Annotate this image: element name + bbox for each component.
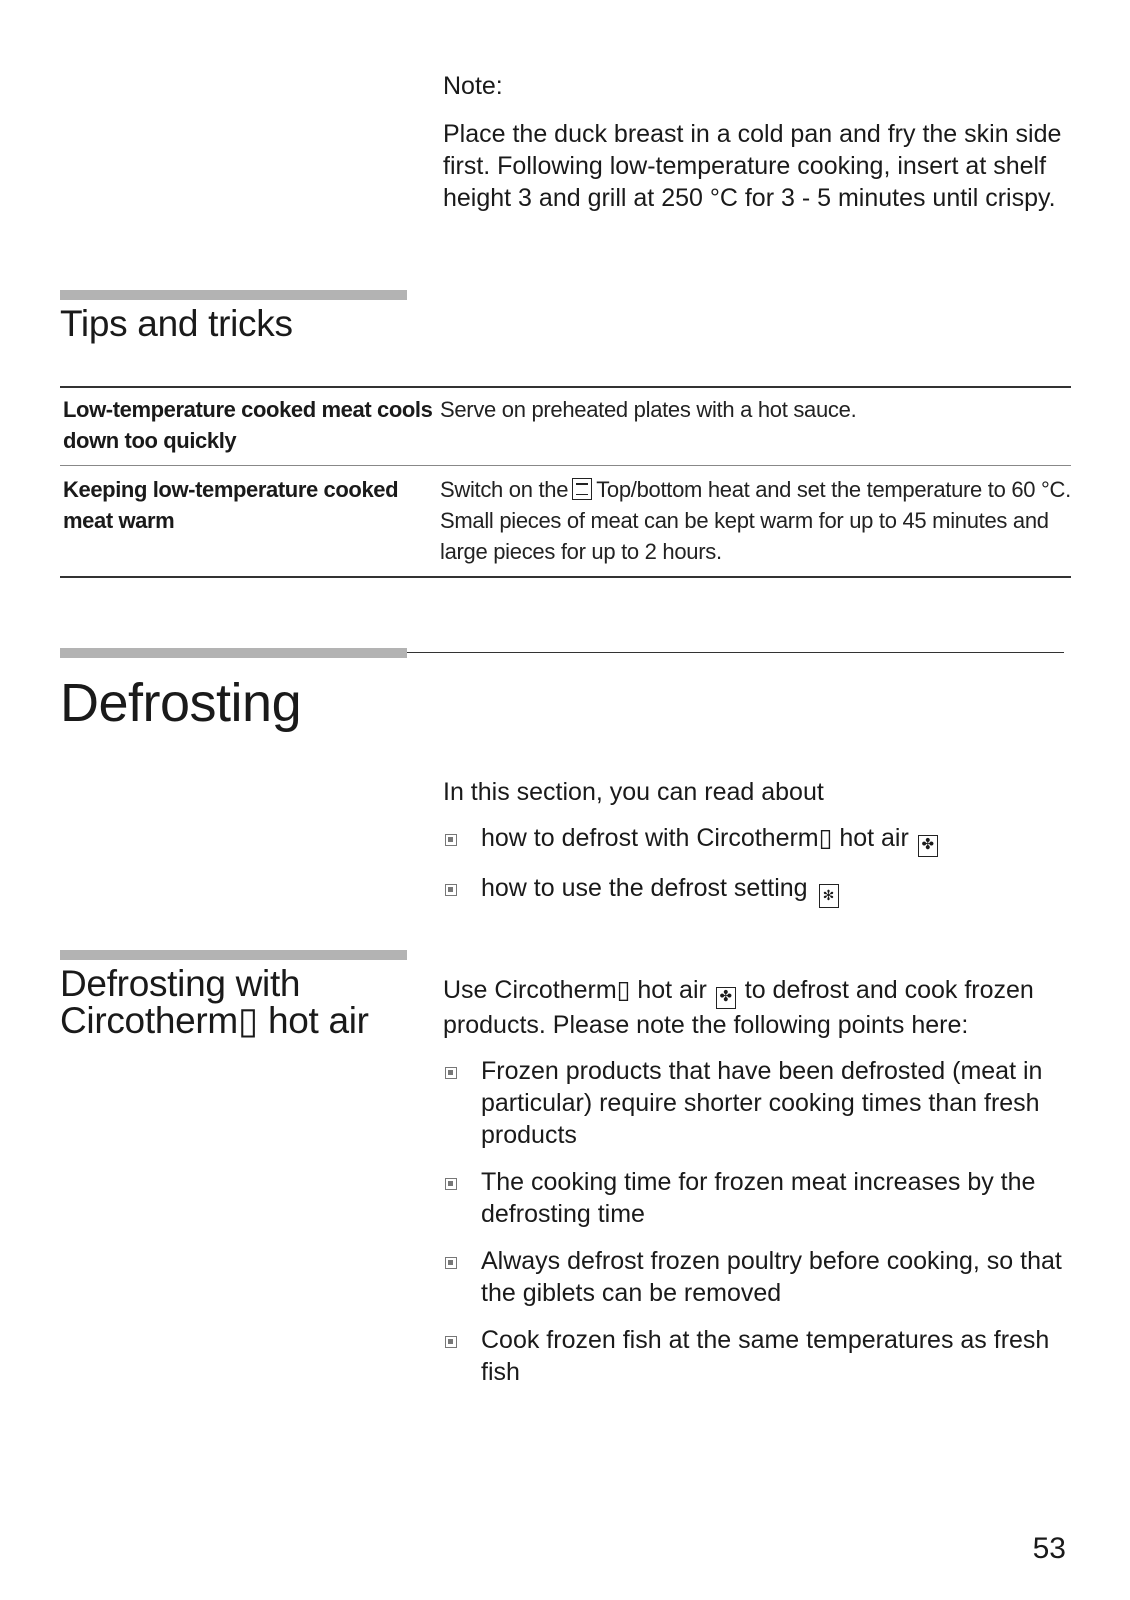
section-rule bbox=[407, 652, 1064, 653]
tips-heading: Tips and tricks bbox=[60, 303, 293, 344]
topic-text: how to use the defrost setting bbox=[481, 874, 808, 902]
list-item bbox=[443, 1245, 1078, 1309]
section-bar bbox=[60, 290, 407, 300]
solution-cell: Serve on preheated plates with a hot sauce. bbox=[440, 397, 857, 422]
section-bar bbox=[60, 648, 407, 658]
defrosting-intro-block bbox=[443, 776, 1073, 923]
circotherm-heading-line1: Defrosting with bbox=[60, 963, 301, 1004]
intro-text-after: to defrost and cook frozen products. Please note the following points here: bbox=[443, 976, 1034, 1039]
note-label: Note: bbox=[443, 72, 503, 100]
bullet-icon bbox=[445, 1067, 457, 1079]
point-text: Always defrost frozen poultry before cooking, so that the giblets can be removed bbox=[481, 1247, 1062, 1307]
tips-table bbox=[60, 386, 1071, 578]
list-item bbox=[443, 1324, 1078, 1388]
defrosting-heading: Defrosting bbox=[60, 673, 302, 733]
bullet-icon bbox=[445, 884, 457, 896]
points-list bbox=[443, 1055, 1078, 1388]
bullet-icon bbox=[445, 1336, 457, 1348]
circotherm-heading bbox=[60, 965, 369, 1039]
defrosting-intro: In this section, you can read about bbox=[443, 778, 824, 806]
intro-text-before: Use Circotherm▯ hot air bbox=[443, 976, 707, 1004]
problem-cell: Low-temperature cooked meat cools down too quickly bbox=[63, 397, 433, 453]
hot-air-fan-icon: ✤ bbox=[918, 835, 938, 857]
bullet-icon bbox=[445, 1257, 457, 1269]
solution-text-after: Top/bottom heat and set the temperature to 60 °C. Small pieces of meat can be kept warm for up to 45 minutes and large pieces for up to 2 hours. bbox=[440, 477, 1071, 564]
defrost-setting-icon: ✻ bbox=[819, 884, 839, 908]
list-item bbox=[443, 872, 1073, 908]
point-text: Cook frozen fish at the same temperatures as fresh fish bbox=[481, 1326, 1050, 1386]
solution-cell bbox=[438, 466, 1071, 578]
table-row bbox=[60, 466, 1071, 578]
list-item bbox=[443, 822, 1073, 857]
circotherm-body bbox=[443, 974, 1078, 1403]
list-item bbox=[443, 1055, 1078, 1151]
note-text: Place the duck breast in a cold pan and fry the skin side first. Following low-temperature cooking, insert at shelf height 3 and grill at 250 °C for 3 - 5 minutes until crispy. bbox=[443, 120, 1062, 212]
top-bottom-heat-icon bbox=[572, 478, 592, 500]
hot-air-fan-icon: ✤ bbox=[716, 987, 736, 1009]
bullet-icon bbox=[445, 1178, 457, 1190]
point-text: Frozen products that have been defrosted (meat in particular) require shorter cooking times than fresh products bbox=[481, 1057, 1043, 1149]
problem-cell: Keeping low-temperature cooked meat warm bbox=[63, 477, 399, 533]
page-number: 53 bbox=[1032, 1532, 1066, 1565]
table-row bbox=[60, 386, 1071, 466]
point-text: The cooking time for frozen meat increases by the defrosting time bbox=[481, 1168, 1036, 1228]
section-bar bbox=[60, 950, 407, 960]
bullet-icon bbox=[445, 834, 457, 846]
circotherm-intro bbox=[443, 974, 1078, 1041]
list-item bbox=[443, 1166, 1078, 1230]
topics-list bbox=[443, 822, 1073, 908]
circotherm-heading-line2: Circotherm▯ hot air bbox=[60, 1000, 369, 1041]
topic-text: how to defrost with Circotherm▯ hot air bbox=[481, 824, 909, 852]
solution-text-before: Switch on the bbox=[440, 477, 569, 502]
